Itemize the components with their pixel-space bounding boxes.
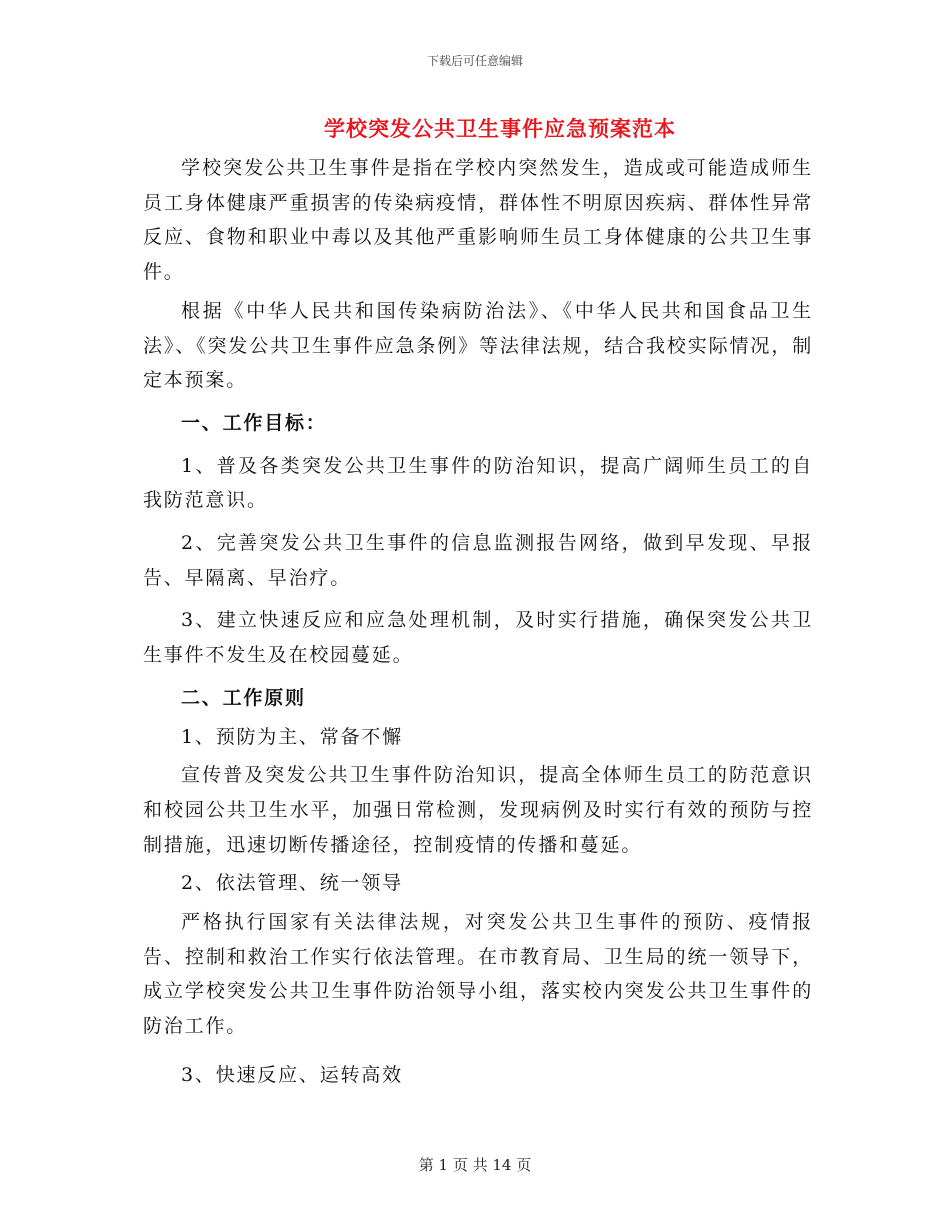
section-heading-principles: 二、工作原则 [181,686,306,709]
goal-item-1: 1、普及各类突发公共卫生事件的防治知识，提高广阔师生员工的自我防范意识。 [143,454,813,512]
principle-text-1: 宣传普及突发公共卫生事件防治知识，提高全体师生员工的防范意识和校园公共卫生水平，加强日常检测，发现病例及时实行有效的预防与控制措施，迅速切断传播途径，控制疫情的传播和蔓延。 [143,764,813,856]
principle-title-1: 1、预防为主、常备不懈 [181,725,403,748]
goal-item-3: 3、建立快速反应和应急处理机制，及时实行措施，确保突发公共卫生事件不发生及在校园蔓延。 [143,609,813,667]
page-footer: 第 1 页 共 14 页 [418,1156,532,1174]
principle-title-3: 3、快速反应、运转高效 [181,1063,403,1086]
document-title: 学校突发公共卫生事件应急预案范本 [324,116,676,141]
document-body [143,151,813,1093]
section-heading-goals: 一、工作目标： [181,411,327,434]
page-header-note: 下载后可任意编辑 [426,54,523,68]
intro-paragraph: 学校突发公共卫生事件是指在学校内突然发生，造成或可能造成师生员工身体健康严重损害的传染病疫情，群体性不明原因疾病、群体性异常反应、食物和职业中毒以及其他严重影响师生员工身体健康的公共卫生事件。 [143,157,813,284]
goal-item-2: 2、完善突发公共卫生事件的信息监测报告网络，做到早发现、早报告、早隔离、早治疗。 [143,532,813,589]
principle-text-2: 严格执行国家有关法律法规，对突发公共卫生事件的预防、疫情报告、控制和救治工作实行依法管理。在市教育局、卫生局的统一领导下，成立学校突发公共卫生事件防治领导小组，落实校内突发公共卫生事件的防治工作。 [143,911,813,1038]
principle-title-2: 2、依法管理、统一领导 [181,872,403,895]
basis-paragraph: 根据《中华人民共和国传染病防治法》、《中华人民共和国食品卫生法》、《突发公共卫生事件应急条例》等法律法规，结合我校实际情况，制定本预案。 [143,299,813,392]
